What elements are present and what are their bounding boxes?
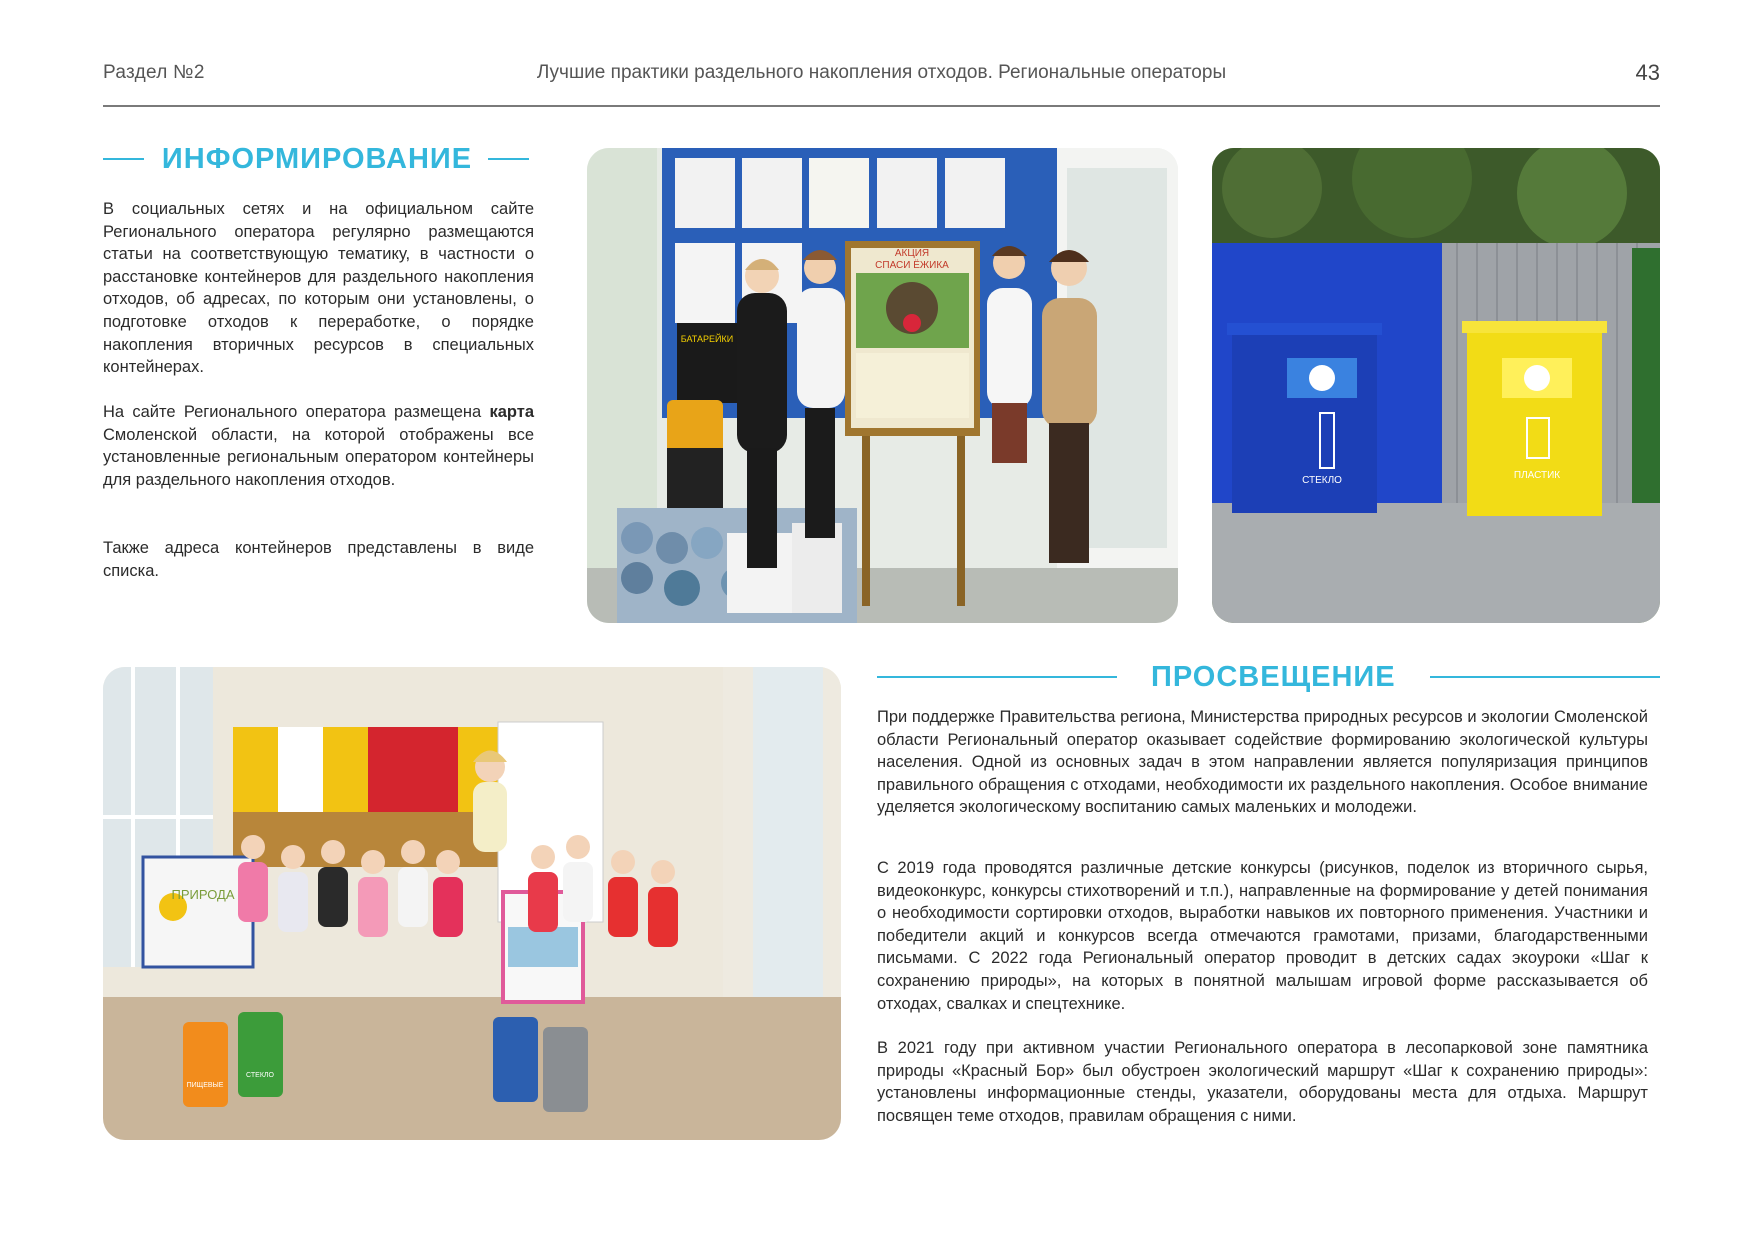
bin-label-glass: СТЕКЛО [246,1072,274,1079]
whiteboard-word: ПРИРОДА [171,887,235,902]
informing-heading [103,141,529,177]
page-number: 43 [1635,60,1660,85]
map-keyword: карта [489,403,534,421]
education-paragraph-3: В 2021 году при активном участии Регионального оператора в лесопарковой зоне памятника природы «Красный Бор» был обустроен экологический маршрут «Шаг к сохранению природы»: установлены информационные стенды, указатели, оборудованы места для отдыха. Маршрут посвящен теме отходов, правилам обращения с ними. [877,1039,1648,1125]
header-title: Лучшие практики раздельного накопления отходов. Региональные операторы [536,62,1227,83]
page-header [103,62,1660,92]
heading-line-left [877,676,1117,678]
informing-heading-text: ИНФОРМИРОВАНИЕ [161,142,473,175]
poster-line-1: АКЦИЯ [894,248,930,259]
informing-paragraph-1: В социальных сетях и на официальном сайте Регионального оператора регулярно размещаются статьи на соответствующую тематику, в частности о расстановке контейнеров для раздельного накопления отходов, об адресах, по которым они установлены, о подготовке отходов к переработке, о порядке накопления вторичных ресурсов в специальных контейнерах. [103,200,534,377]
informing-paragraph-3: Также адреса контейнеров представлены в виде списка. [103,539,534,580]
heading-line-right [1430,676,1660,678]
header-section: Раздел №2 [103,62,205,83]
informing-paragraph-2-start: На сайте Регионального оператора размещена [103,403,490,421]
header-divider [103,105,1660,107]
heading-line-left [103,158,144,160]
battery-box-label: БАТАРЕЙКИ [680,334,734,344]
poster-line-2: СПАСИ ЁЖИКА [875,260,949,271]
yellow-container-label: ПЛАСТИК [1513,470,1561,481]
photo-kindergarten-eco-lesson [103,667,841,1140]
education-paragraph-1: При поддержке Правительства региона, Министерства природных ресурсов и экологии Смоленской области Региональный оператор оказывает содействие формированию экологической культуры населения. Одной из основных задач в этом направлении является популяризация принципов правильного обращения с отходами, необходимости их раздельного накопления. Особое внимание уделяется экологическому воспитанию самых маленьких и молодежи. [877,708,1648,817]
photo-recycling-containers [1212,148,1660,623]
bin-label-food: ПИЩЕВЫЕ [186,1082,224,1089]
education-heading-text: ПРОСВЕЩЕНИЕ [1151,660,1396,693]
informing-paragraph-2 [103,401,534,491]
informing-paragraph-2-end: Смоленской области, на которой отображены все установленные региональным оператором контейнеры для раздельного накопления отходов. [103,425,534,489]
blue-container-label: СТЕКЛО [1302,475,1342,486]
education-paragraph-2: С 2019 года проводятся различные детские конкурсы (рисунков, поделок из вторичного сырья, видеоконкурс, конкурсы стихотворений и т.п.), направленные на формирование у детей понимания о необходимости сортировки отходов, выработки навыков их повторного применения. Участники и победители акций и конкурсов всегда отмечаются грамотами, призами, благодарственными письмами. С 2022 года Региональный оператор проводит в детских садах экоуроки «Шаг к сохранению природы», на которых в понятной малышам игровой форме рассказывается об отходах, свалках и спецтехнике. [877,859,1648,1013]
heading-line-right [488,158,529,160]
education-heading [877,659,1660,695]
photo-girls-eco-action [587,148,1178,623]
